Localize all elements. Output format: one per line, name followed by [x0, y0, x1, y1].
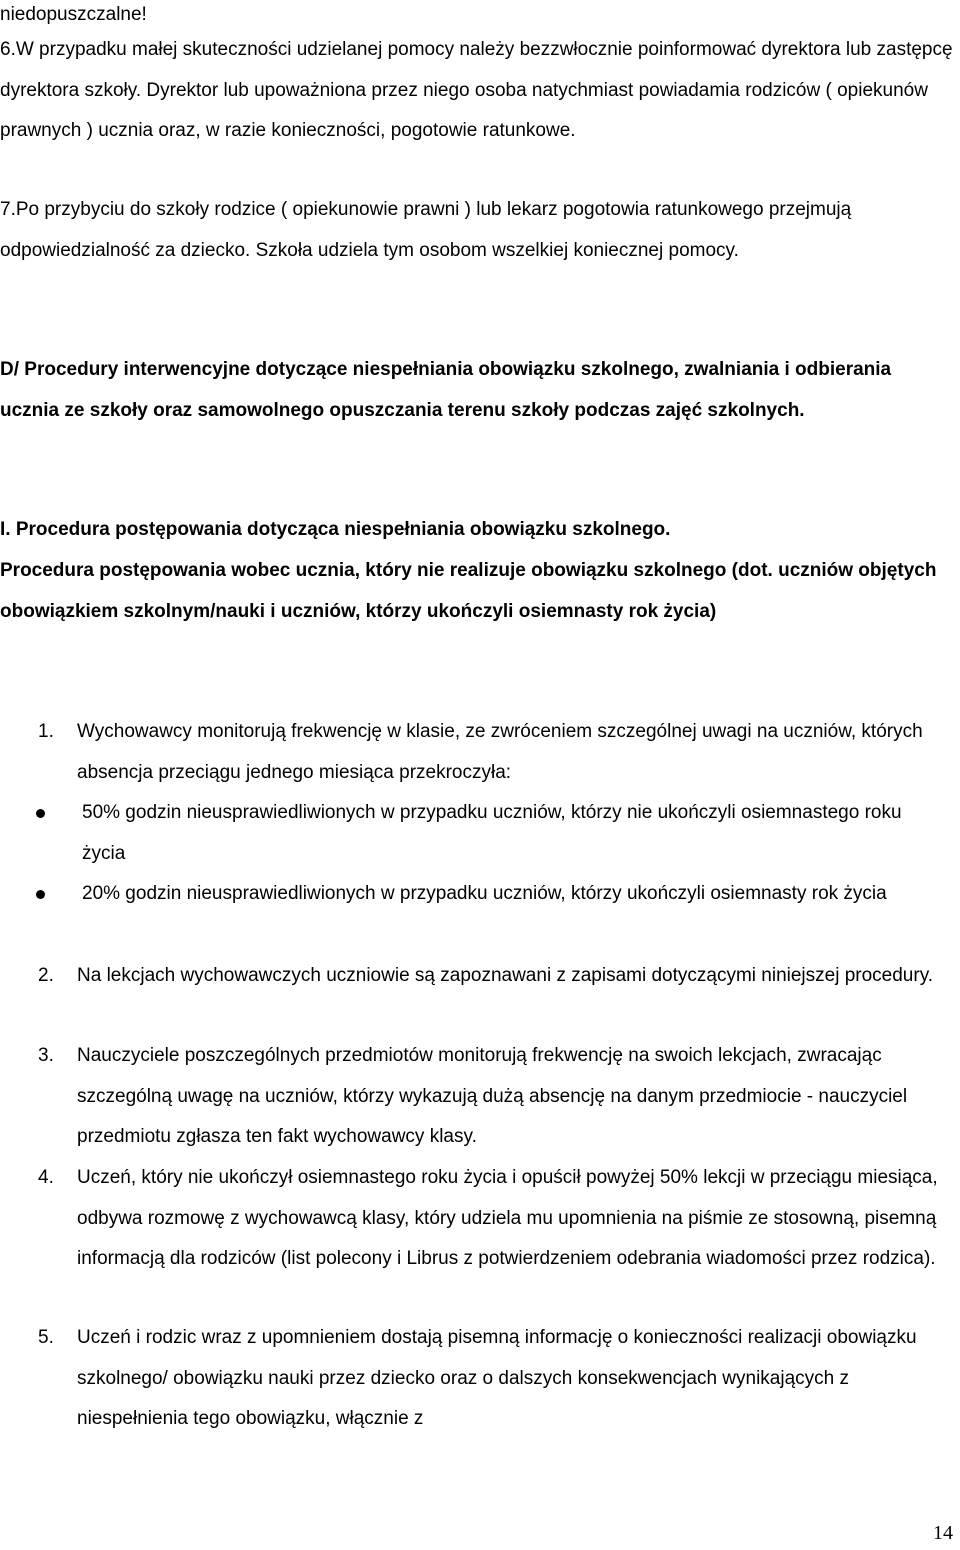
list-item-number: 1. [38, 721, 54, 742]
bullet-text: 20% godzin nieusprawiedliwionych w przypadku uczniów, którzy ukończyli osiemnasty rok życia [82, 883, 887, 904]
bullet-icon [36, 890, 45, 899]
list-item-text: Uczeń, który nie ukończył osiemnastego roku życia i opuścił powyżej 50% lekcji w przeciągu miesiąca, odbywa rozmowę z wychowawcą klasy, który udziela mu upomnienia na piśmie ze stosowną, pisemną informacją dla rodziców (list polecony i Librus z potwierdzeniem odebrania wiadomości przez rodzica). [77, 1167, 938, 1269]
list-item-text: Na lekcjach wychowawczych uczniowie są zapoznawani z zapisami dotyczącymi niniejszej procedury. [77, 965, 934, 986]
list-item-number: 2. [38, 965, 54, 986]
procedure-title: I. Procedura postępowania dotycząca niespełniania obowiązku szkolnego. [0, 519, 671, 540]
list-item-text: Uczeń i rodzic wraz z upomnieniem dostają pisemną informację o konieczności realizacji obowiązku szkolnego/ obowiązku nauki przez dziecko oraz o dalszych konsekwencjach wynikających z niespełnienia tego obowiązku, włącznie z [77, 1327, 917, 1429]
list-item-text: Wychowawcy monitorują frekwencję w klasie, ze zwróceniem szczególnej uwagi na uczniów, których absencja przeciągu jednego miesiąca przekroczyła: [77, 721, 923, 783]
procedure-subtitle: Procedura postępowania wobec ucznia, który nie realizuje obowiązku szkolnego (dot. uczniów objętych obowiązkiem szkolnym/nauki i uczniów, którzy ukończyli osiemnasty rok życia) [0, 560, 937, 622]
page-number: 14 [933, 1522, 953, 1544]
list-item-text: Nauczyciele poszczególnych przedmiotów monitorują frekwencję na swoich lekcjach, zwracając szczególną uwagę na uczniów, którzy wykazują dużą absencję na danym przedmiocie - nauczyciel przedmiotu zgłasza ten fakt wychowawcy klasy. [77, 1045, 908, 1147]
section-d-heading: D/ Procedury interwencyjne dotyczące niespełniania obowiązku szkolnego, zwalniania i odbierania ucznia ze szkoły oraz samowolnego opuszczania terenu szkoły podczas zajęć szkolnych. [0, 359, 892, 421]
list-item-number: 3. [38, 1045, 54, 1066]
bullet-icon [36, 809, 45, 818]
paragraph-continuation: niedopuszczalne! [0, 4, 147, 25]
paragraph-item-7: 7.Po przybyciu do szkoły rodzice ( opiekunowie prawni ) lub lekarz pogotowia ratunkowego przejmują odpowiedzialność za dziecko. Szkoła udziela tym osobom wszelkiej koniecznej pomocy. [0, 199, 852, 261]
list-item-number: 5. [38, 1327, 54, 1348]
bullet-text: 50% godzin nieusprawiedliwionych w przypadku uczniów, którzy nie ukończyli osiemnastego roku życia [82, 802, 902, 864]
list-item-number: 4. [38, 1167, 54, 1188]
paragraph-item-6: 6.W przypadku małej skuteczności udzielanej pomocy należy bezzwłocznie poinformować dyrektora lub zastępcę dyrektora szkoły. Dyrektor lub upoważniona przez niego osoba natychmiast powiadamia rodziców ( opiekunów prawnych ) ucznia oraz, w razie konieczności, pogotowie ratunkowe. [0, 39, 953, 141]
